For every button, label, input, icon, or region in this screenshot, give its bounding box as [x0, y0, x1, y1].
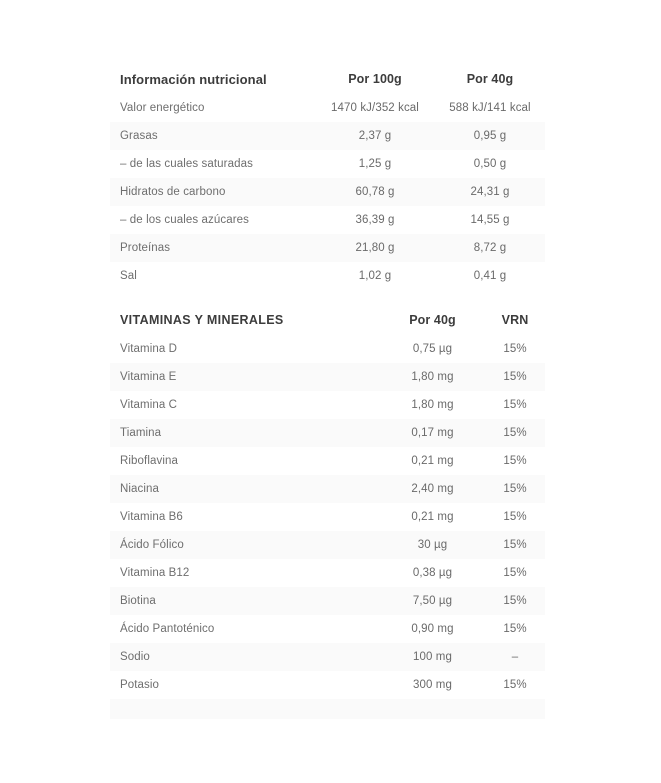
table-row: [110, 587, 545, 615]
nutrient-label: Grasas: [120, 130, 158, 142]
table-row: [110, 503, 545, 531]
vitamin-value-vrn: 15%: [503, 679, 527, 691]
table-row: [110, 559, 545, 587]
table-row-filler: [110, 699, 545, 719]
nutrition-information-section: [110, 64, 545, 290]
vitamin-value-per-40g: 0,21 mg: [411, 455, 454, 467]
table-row: [110, 335, 545, 363]
table-row: [110, 234, 545, 262]
table-row: [110, 531, 545, 559]
table-header-row: [110, 64, 545, 94]
nutrient-value-per-40g: 0,95 g: [473, 130, 507, 142]
table-row: [110, 475, 545, 503]
nutrient-value-per-100g: 1,25 g: [358, 158, 392, 170]
table-row: [110, 262, 545, 290]
vitamins-minerals-section: [110, 305, 545, 719]
nutrient-label: Proteínas: [120, 242, 171, 254]
vitamin-value-vrn: 15%: [503, 343, 527, 355]
vitamin-value-vrn: 15%: [503, 427, 527, 439]
vitamin-value-per-40g: 1,80 mg: [411, 371, 454, 383]
table-row: [110, 391, 545, 419]
table-row: [110, 643, 545, 671]
vitamin-label: Vitamina D: [120, 343, 178, 355]
vitamins-header-per-40g: Por 40g: [409, 313, 456, 327]
table-header-row: [110, 305, 545, 335]
vitamin-label: Vitamina B12: [120, 567, 190, 579]
vitamin-value-vrn: 15%: [503, 371, 527, 383]
vitamin-value-vrn: 15%: [503, 567, 527, 579]
vitamin-value-per-40g: 0,90 mg: [411, 623, 454, 635]
vitamin-value-vrn: 15%: [503, 623, 527, 635]
vitamin-label: Ácido Pantoténico: [120, 623, 215, 635]
nutrition-header-per-100g: Por 100g: [348, 72, 402, 86]
vitamin-value-per-40g: 7,50 µg: [412, 595, 453, 607]
nutrient-value-per-40g: 8,72 g: [473, 242, 507, 254]
vitamin-value-vrn: 15%: [503, 595, 527, 607]
vitamin-label: Vitamina C: [120, 399, 178, 411]
vitamin-value-per-40g: 0,75 µg: [412, 343, 453, 355]
vitamin-value-per-40g: 1,80 mg: [411, 399, 454, 411]
nutrient-value-per-100g: 1,02 g: [358, 270, 392, 282]
vitamin-label: Potasio: [120, 679, 160, 691]
vitamin-value-vrn: 15%: [503, 511, 527, 523]
vitamins-header-label: VITAMINAS Y MINERALES: [120, 313, 284, 327]
vitamin-label: Ácido Fólico: [120, 539, 184, 551]
nutrient-value-per-100g: 21,80 g: [355, 242, 395, 254]
filler-cell: [110, 699, 380, 719]
vitamin-label: Biotina: [120, 595, 156, 607]
nutrition-header-per-40g: Por 40g: [466, 72, 514, 86]
table-row: [110, 363, 545, 391]
table-row: [110, 615, 545, 643]
nutrient-label: Hidratos de carbono: [120, 186, 226, 198]
nutrient-value-per-40g: 0,41 g: [473, 270, 507, 282]
table-row: [110, 150, 545, 178]
vitamin-value-per-40g: 0,17 mg: [411, 427, 454, 439]
vitamin-value-vrn: –: [511, 651, 519, 663]
nutrient-value-per-100g: 2,37 g: [358, 130, 392, 142]
nutrient-value-per-40g: 24,31 g: [470, 186, 510, 198]
nutrient-label: – de los cuales azúcares: [120, 214, 249, 226]
nutrient-value-per-100g: 36,39 g: [355, 214, 395, 226]
vitamins-minerals-table: [110, 305, 545, 719]
table-row: [110, 671, 545, 699]
nutrition-information-table: [110, 64, 545, 290]
vitamin-value-per-40g: 100 mg: [413, 651, 452, 663]
nutrient-value-per-40g: 0,50 g: [473, 158, 507, 170]
nutrient-value-per-40g: 588 kJ/141 kcal: [449, 102, 531, 114]
filler-cell: [485, 699, 545, 719]
nutrient-value-per-40g: 14,55 g: [470, 214, 510, 226]
nutrient-label: Sal: [120, 270, 137, 282]
vitamin-value-per-40g: 0,21 mg: [411, 511, 454, 523]
vitamin-value-vrn: 15%: [503, 455, 527, 467]
table-row: [110, 94, 545, 122]
vitamin-label: Vitamina E: [120, 371, 177, 383]
table-row: [110, 178, 545, 206]
vitamin-value-per-40g: 300 mg: [413, 679, 452, 691]
vitamin-value-vrn: 15%: [503, 539, 527, 551]
nutrition-header-label: Información nutricional: [120, 71, 267, 87]
vitamin-label: Vitamina B6: [120, 511, 183, 523]
vitamins-header-vrn: VRN: [501, 313, 529, 327]
table-row: [110, 206, 545, 234]
vitamin-label: Niacina: [120, 483, 160, 495]
nutrient-label: – de las cuales saturadas: [120, 158, 253, 170]
vitamin-value-vrn: 15%: [503, 483, 527, 495]
nutrition-table-body: [110, 94, 545, 290]
filler-cell: [380, 699, 485, 719]
table-row: [110, 419, 545, 447]
vitamin-value-per-40g: 30 µg: [417, 539, 448, 551]
nutrient-label: Valor energético: [120, 102, 205, 114]
vitamin-value-per-40g: 2,40 mg: [411, 483, 454, 495]
table-row: [110, 122, 545, 150]
vitamin-value-per-40g: 0,38 µg: [412, 567, 453, 579]
vitamin-value-vrn: 15%: [503, 399, 527, 411]
nutrient-value-per-100g: 1470 kJ/352 kcal: [331, 102, 419, 114]
nutrition-table-header: [110, 64, 545, 94]
vitamin-label: Tiamina: [120, 427, 162, 439]
table-row: [110, 447, 545, 475]
vitamins-table-header: [110, 305, 545, 335]
vitamin-label: Sodio: [120, 651, 150, 663]
nutrient-value-per-100g: 60,78 g: [355, 186, 395, 198]
vitamins-table-body: [110, 335, 545, 719]
vitamin-label: Riboflavina: [120, 455, 178, 467]
